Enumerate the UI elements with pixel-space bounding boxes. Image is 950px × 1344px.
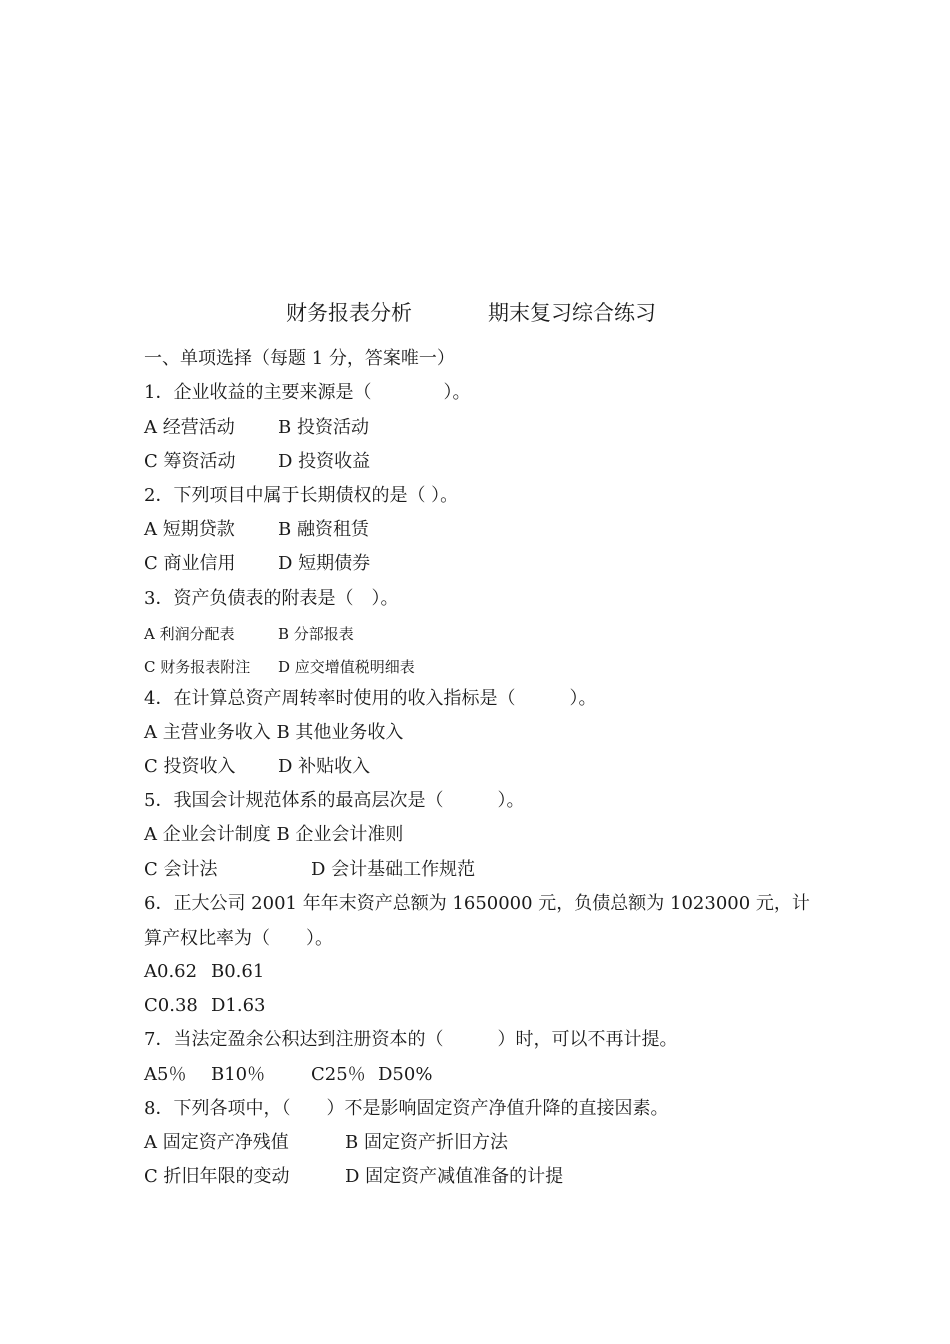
option-d: D 应交增值税明细表 (278, 658, 415, 676)
option-b: B0.61 (211, 961, 265, 982)
title-left: 财务报表分析 (286, 301, 412, 325)
option-a: A 固定资产净残值 (144, 1132, 289, 1153)
option-a: A0.62 (144, 961, 198, 982)
option-c: C 筹资活动 (144, 451, 236, 472)
option-d: D 投资收益 (278, 451, 371, 472)
option-a: A 经营活动 (144, 417, 235, 438)
option-b: B 融资租赁 (278, 519, 369, 540)
option-c: C 折旧年限的变动 (144, 1166, 290, 1187)
option-c: C0.38 (144, 995, 198, 1016)
question-1-stem: 1．企业收益的主要来源是（ ）。 (144, 382, 471, 403)
option-d: D 补贴收入 (278, 756, 371, 777)
question-2-stem: 2．下列项目中属于长期债权的是（ ）。 (144, 485, 459, 506)
question-5-options-ab: A 企业会计制度 B 企业会计准则 (144, 824, 404, 845)
question-4-stem: 4．在计算总资产周转率时使用的收入指标是（ ）。 (144, 688, 597, 709)
option-b: B10％ (211, 1064, 266, 1085)
option-d: D 固定资产减值准备的计提 (345, 1166, 564, 1187)
option-d: D 短期债券 (278, 553, 371, 574)
question-7-stem: 7．当法定盈余公积达到注册资本的（ ）时，可以不再计提。 (144, 1029, 678, 1050)
option-c: C25％ (311, 1064, 366, 1085)
option-b: B 固定资产折旧方法 (345, 1132, 508, 1153)
option-c: C 会计法 (144, 859, 218, 880)
question-4-options-ab: A 主营业务收入 B 其他业务收入 (144, 722, 404, 743)
option-a: A 利润分配表 (144, 625, 235, 643)
option-d: D50% (378, 1064, 433, 1085)
question-6-stem-line-2: 算产权比率为（ ）。 (144, 928, 333, 949)
title-right: 期末复习综合练习 (488, 301, 656, 325)
option-c: C 商业信用 (144, 553, 236, 574)
option-a: A 短期贷款 (144, 519, 235, 540)
question-5-stem: 5．我国会计规范体系的最高层次是（ ）。 (144, 790, 525, 811)
option-b: B 投资活动 (278, 417, 369, 438)
option-d: D1.63 (211, 995, 266, 1016)
option-b: B 分部报表 (278, 625, 354, 643)
option-c: C 投资收入 (144, 756, 236, 777)
option-d: D 会计基础工作规范 (311, 859, 476, 880)
question-6-stem-line-1: 6．正大公司 2001 年年末资产总额为 1650000 元，负债总额为 1023000 元，计 (144, 893, 810, 914)
option-a: A5％ (144, 1064, 187, 1085)
option-c: C 财务报表附注 (144, 658, 251, 676)
section-heading: 一、单项选择（每题 1 分，答案唯一） (144, 348, 455, 369)
question-8-stem: 8．下列各项中，（ ）不是影响固定资产净值升降的直接因素。 (144, 1098, 669, 1119)
question-3-stem: 3．资产负债表的附表是（ ）。 (144, 588, 399, 609)
